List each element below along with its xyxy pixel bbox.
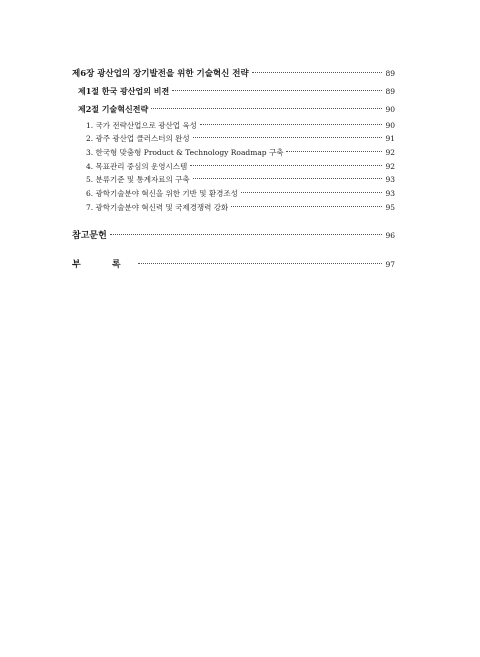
toc-entry-label: 5. 분류기준 및 통계자료의 구축 xyxy=(86,175,190,184)
toc-entry-page: 91 xyxy=(385,134,395,143)
toc-entry-item-2[interactable] xyxy=(86,132,395,146)
toc-entry-label: 참고문헌 xyxy=(72,231,107,241)
toc-entry-label: 2. 광주 광산업 클러스터의 완성 xyxy=(86,134,190,143)
dot-leader xyxy=(286,151,382,152)
toc-entry-page: 96 xyxy=(385,231,395,240)
toc-entry-page: 90 xyxy=(385,121,395,130)
toc-entry-label: 제2절 기술혁신전략 xyxy=(78,104,149,114)
toc-entry-label: 부 록 xyxy=(72,260,135,270)
toc-entry-page: 93 xyxy=(385,189,395,198)
dot-leader xyxy=(172,90,382,91)
toc-entry-label: 1. 국가 전략산업으로 광산업 육성 xyxy=(86,121,197,130)
toc-entry-references[interactable] xyxy=(72,229,395,243)
toc-entry-section-2[interactable] xyxy=(78,102,395,117)
toc-entry-item-5[interactable] xyxy=(86,173,395,187)
toc-entry-label: 제6장 광산업의 장기발전을 위한 기술혁신 전략 xyxy=(72,69,249,79)
toc-entry-page: 97 xyxy=(385,260,395,269)
dot-leader xyxy=(110,234,383,235)
dot-leader xyxy=(151,108,382,109)
dot-leader xyxy=(200,124,383,125)
toc-entry-item-1[interactable] xyxy=(86,119,395,133)
toc-entry-appendix[interactable] xyxy=(72,258,395,272)
toc-entry-item-3[interactable] xyxy=(86,146,395,160)
dot-leader xyxy=(190,165,382,166)
dot-leader xyxy=(252,72,383,73)
toc-entry-page: 89 xyxy=(385,69,395,78)
toc-entry-item-7[interactable] xyxy=(86,201,395,215)
dot-leader xyxy=(193,137,383,138)
toc-entry-page: 93 xyxy=(385,175,395,184)
dot-leader xyxy=(138,263,383,264)
toc-entry-label: 제1절 한국 광산업의 비젼 xyxy=(78,86,170,96)
dot-leader xyxy=(193,178,383,179)
toc-entry-page: 95 xyxy=(385,203,395,212)
toc-entry-label: 6. 광학기술분야 혁신을 위한 기반 및 환경조성 xyxy=(86,189,238,198)
toc-entry-page: 89 xyxy=(385,87,395,96)
toc-entry-page: 92 xyxy=(385,162,395,171)
toc-entry-page: 92 xyxy=(385,148,395,157)
dot-leader xyxy=(231,206,382,207)
dot-leader xyxy=(241,192,383,193)
toc-entry-item-4[interactable] xyxy=(86,160,395,174)
toc-entry-section-1[interactable] xyxy=(78,84,395,99)
toc-entry-item-6[interactable] xyxy=(86,187,395,201)
toc-entry-label: 3. 한국형 맞춤형 Product & Technology Roadmap 구축 xyxy=(86,148,284,157)
toc-entry-label: 7. 광학기술분야 혁신력 및 국제경쟁력 강화 xyxy=(86,203,229,212)
toc-entry-label: 4. 목표관리 중심의 운영시스템 xyxy=(86,162,188,171)
toc-entry-page: 90 xyxy=(385,105,395,114)
toc-entry-chapter-6[interactable] xyxy=(72,67,395,81)
